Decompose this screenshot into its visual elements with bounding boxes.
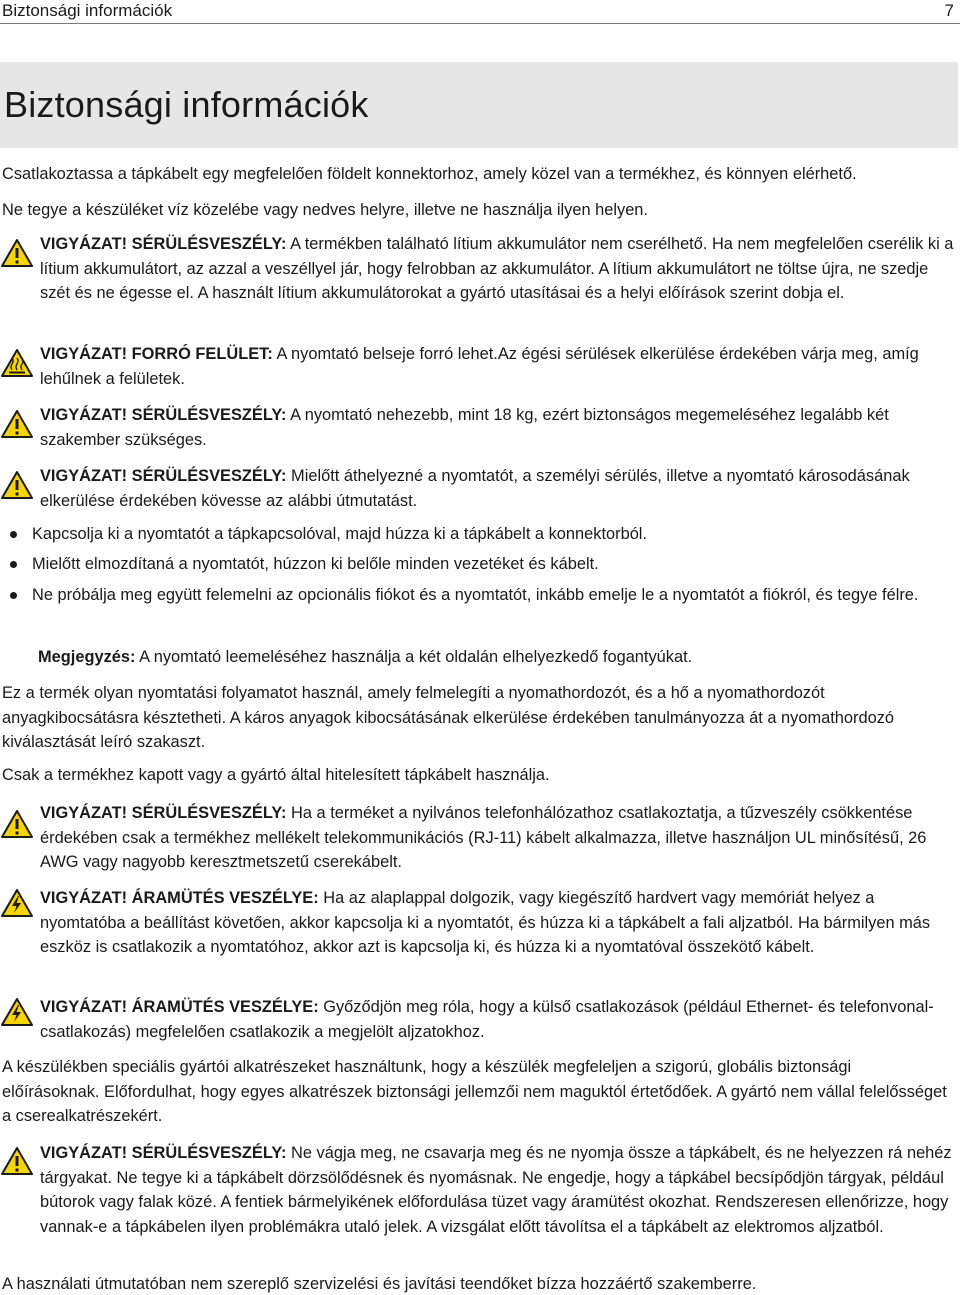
warning-text xyxy=(40,342,958,391)
electric-shock-icon xyxy=(0,888,34,918)
warning-body: Ne vágja meg, ne csavarja meg és ne nyomja össze a tápkábelt, és ne helyezzen rá nehéz tárgyakat. Ne tegye ki a tápkábelt dörzsölődésnek és nyomásnak. Ne engedje, hogy a tápkábel becsípődjön tárgyak, például bútorok vagy falak közé. A fentiek bármelyikének előfordulása tüzet vagy áramütést okozhat. Rendszeresen ellenőrizze, hogy vannak-e a tápkábelen ilyen problémákra utaló jelek. A vizsgálat előtt távolítsa el a tápkábelt az elektromos aljzatból. xyxy=(40,1144,952,1236)
warning-triangle-icon xyxy=(0,238,34,268)
note-label: Megjegyzés: xyxy=(38,648,136,666)
warning-body: A termékben található lítium akkumulátor nem cserélhető. Ha nem megfelelően cserélik ki a lítium akkumulátort, az azzal a veszéllyel jár, hogy felrobban az akkumulátor. A lítium akkumulátort ne töltse újra, ne szedje szét és ne égesse el. A használt lítium akkumulátorokat a gyártó utasításai és a helyi előírások szerint dobja el. xyxy=(40,235,954,302)
warning-label: VIGYÁZAT! ÁRAMÜTÉS VESZÉLYE: xyxy=(40,998,319,1016)
warning-text xyxy=(40,403,958,452)
warning-triangle-icon xyxy=(0,1146,34,1176)
warning-label: VIGYÁZAT! ÁRAMÜTÉS VESZÉLYE: xyxy=(40,889,319,907)
hot-surface-icon xyxy=(0,348,34,378)
electric-shock-icon xyxy=(0,997,34,1027)
paragraph-parts: A készülékben speciális gyártói alkatrészeket használtunk, hogy a készülék megfeleljen a szigorú, globális biztonsági előírásoknak. Előfordulhat, hogy egyes alkatrészek biztonsági jellemzői nem maguktól értetődőek. A gyártó nem vállal felelősséget a cserealkatrészekért. xyxy=(2,1058,947,1125)
paragraph-emissions: Ez a termék olyan nyomtatási folyamatot használ, amely felmelegíti a nyomathordozót, és a hő a nyomathordozót anyagkibocsátásra késztetheti. A káros anyagok kibocsátásának elkerülése érdekében tanulmányozza át a nyomathordozó kiválasztását leíró szakaszt. xyxy=(2,684,895,751)
warning-triangle-icon xyxy=(0,470,34,500)
running-header xyxy=(0,0,960,24)
paragraph-water: Ne tegye a készüléket víz közelébe vagy nedves helyre, illetve ne használja ilyen helyen. xyxy=(2,201,648,219)
bullet-text: Ne próbálja meg együtt felemelni az opcionális fiókot és a nyomtatót, inkább emelje le a nyomtatót a fiókról, és tegye félre. xyxy=(32,586,919,604)
warning-body: Mielőtt áthelyezné a nyomtatót, a személyi sérülés, illetve a nyomtató károsodásának elkerülése érdekében kövesse az alábbi útmutatást. xyxy=(40,467,910,510)
bullet-dot xyxy=(10,531,17,538)
warning-body: A nyomtató nehezebb, mint 18 kg, ezért biztonságos megemeléséhez legalább két szakember szükséges. xyxy=(40,406,889,449)
warning-label: VIGYÁZAT! SÉRÜLÉSVESZÉLY: xyxy=(40,406,287,424)
bullet-dot xyxy=(10,561,17,568)
warning-text xyxy=(40,995,958,1044)
paragraph-grounding: Csatlakoztassa a tápkábelt egy megfelelően földelt konnektorhoz, amely közel van a termékhez, és könnyen elérhető. xyxy=(2,165,857,183)
warning-triangle-icon xyxy=(0,409,34,439)
warning-label: VIGYÁZAT! SÉRÜLÉSVESZÉLY: xyxy=(40,804,287,822)
bullet-text: Mielőtt elmozdítaná a nyomtatót, húzzon ki belőle minden vezetéket és kábelt. xyxy=(32,555,599,573)
page-number: 7 xyxy=(944,1,954,20)
warning-triangle-icon xyxy=(0,809,34,839)
warning-label: VIGYÁZAT! SÉRÜLÉSVESZÉLY: xyxy=(40,235,287,253)
warning-text xyxy=(40,801,958,875)
warning-text xyxy=(40,886,958,960)
warning-body: Győződjön meg róla, hogy a külső csatlakozások (például Ethernet- és telefonvonal-csatlakozás) megfelelően csatlakozik a megjelölt aljzatokhoz. xyxy=(40,998,934,1041)
paragraph-service: A használati útmutatóban nem szereplő szervizelési és javítási teendőket bízza hozzáértő szakemberre. xyxy=(2,1275,757,1293)
paragraph-power-cord: Csak a termékhez kapott vagy a gyártó által hitelesített tápkábelt használja. xyxy=(2,766,550,784)
warning-body: Ha a terméket a nyilvános telefonhálózathoz csatlakoztatja, a tűzveszély csökkentése érdekében csak a termékhez mellékelt telekommunikációs (RJ-11) kábelt alkalmazza, illetve használjon UL minősítésű, 26 AWG vagy nagyobb keresztmetszetű cserekábelt. xyxy=(40,804,927,871)
warning-body: A nyomtató belseje forró lehet.Az égési sérülések elkerülése érdekében várja meg, amíg lehűlnek a felületek. xyxy=(40,345,919,388)
bullet-text: Kapcsolja ki a nyomtatót a tápkapcsolóval, majd húzza ki a tápkábelt a konnektorból. xyxy=(32,525,648,543)
warning-label: VIGYÁZAT! FORRÓ FELÜLET: xyxy=(40,345,273,363)
warning-text xyxy=(40,232,958,306)
bullet-dot xyxy=(10,592,17,599)
section-title-band xyxy=(0,62,958,148)
note-body: A nyomtató leemeléséhez használja a két oldalán elhelyezkedő fogantyúkat. xyxy=(135,648,693,666)
running-header-title: Biztonsági információk xyxy=(2,1,173,20)
warning-body: Ha az alaplappal dolgozik, vagy kiegészítő hardvert vagy memóriát helyez a nyomtatóba a beállítást követően, akkor kapcsolja ki a nyomtatót, és húzza ki a tápkábelt a fali aljzatból. Ha bármilyen más eszköz is csatlakozik a nyomtatóhoz, akkor azt is kapcsolja ki, és húzza ki a nyomtatóval összekötő kábelt. xyxy=(40,889,931,956)
warning-text xyxy=(40,464,958,513)
section-title: Biztonsági információk xyxy=(4,84,369,125)
warning-text xyxy=(40,1141,958,1239)
warning-label: VIGYÁZAT! SÉRÜLÉSVESZÉLY: xyxy=(40,1144,287,1162)
note xyxy=(38,645,938,670)
warning-label: VIGYÁZAT! SÉRÜLÉSVESZÉLY: xyxy=(40,467,287,485)
